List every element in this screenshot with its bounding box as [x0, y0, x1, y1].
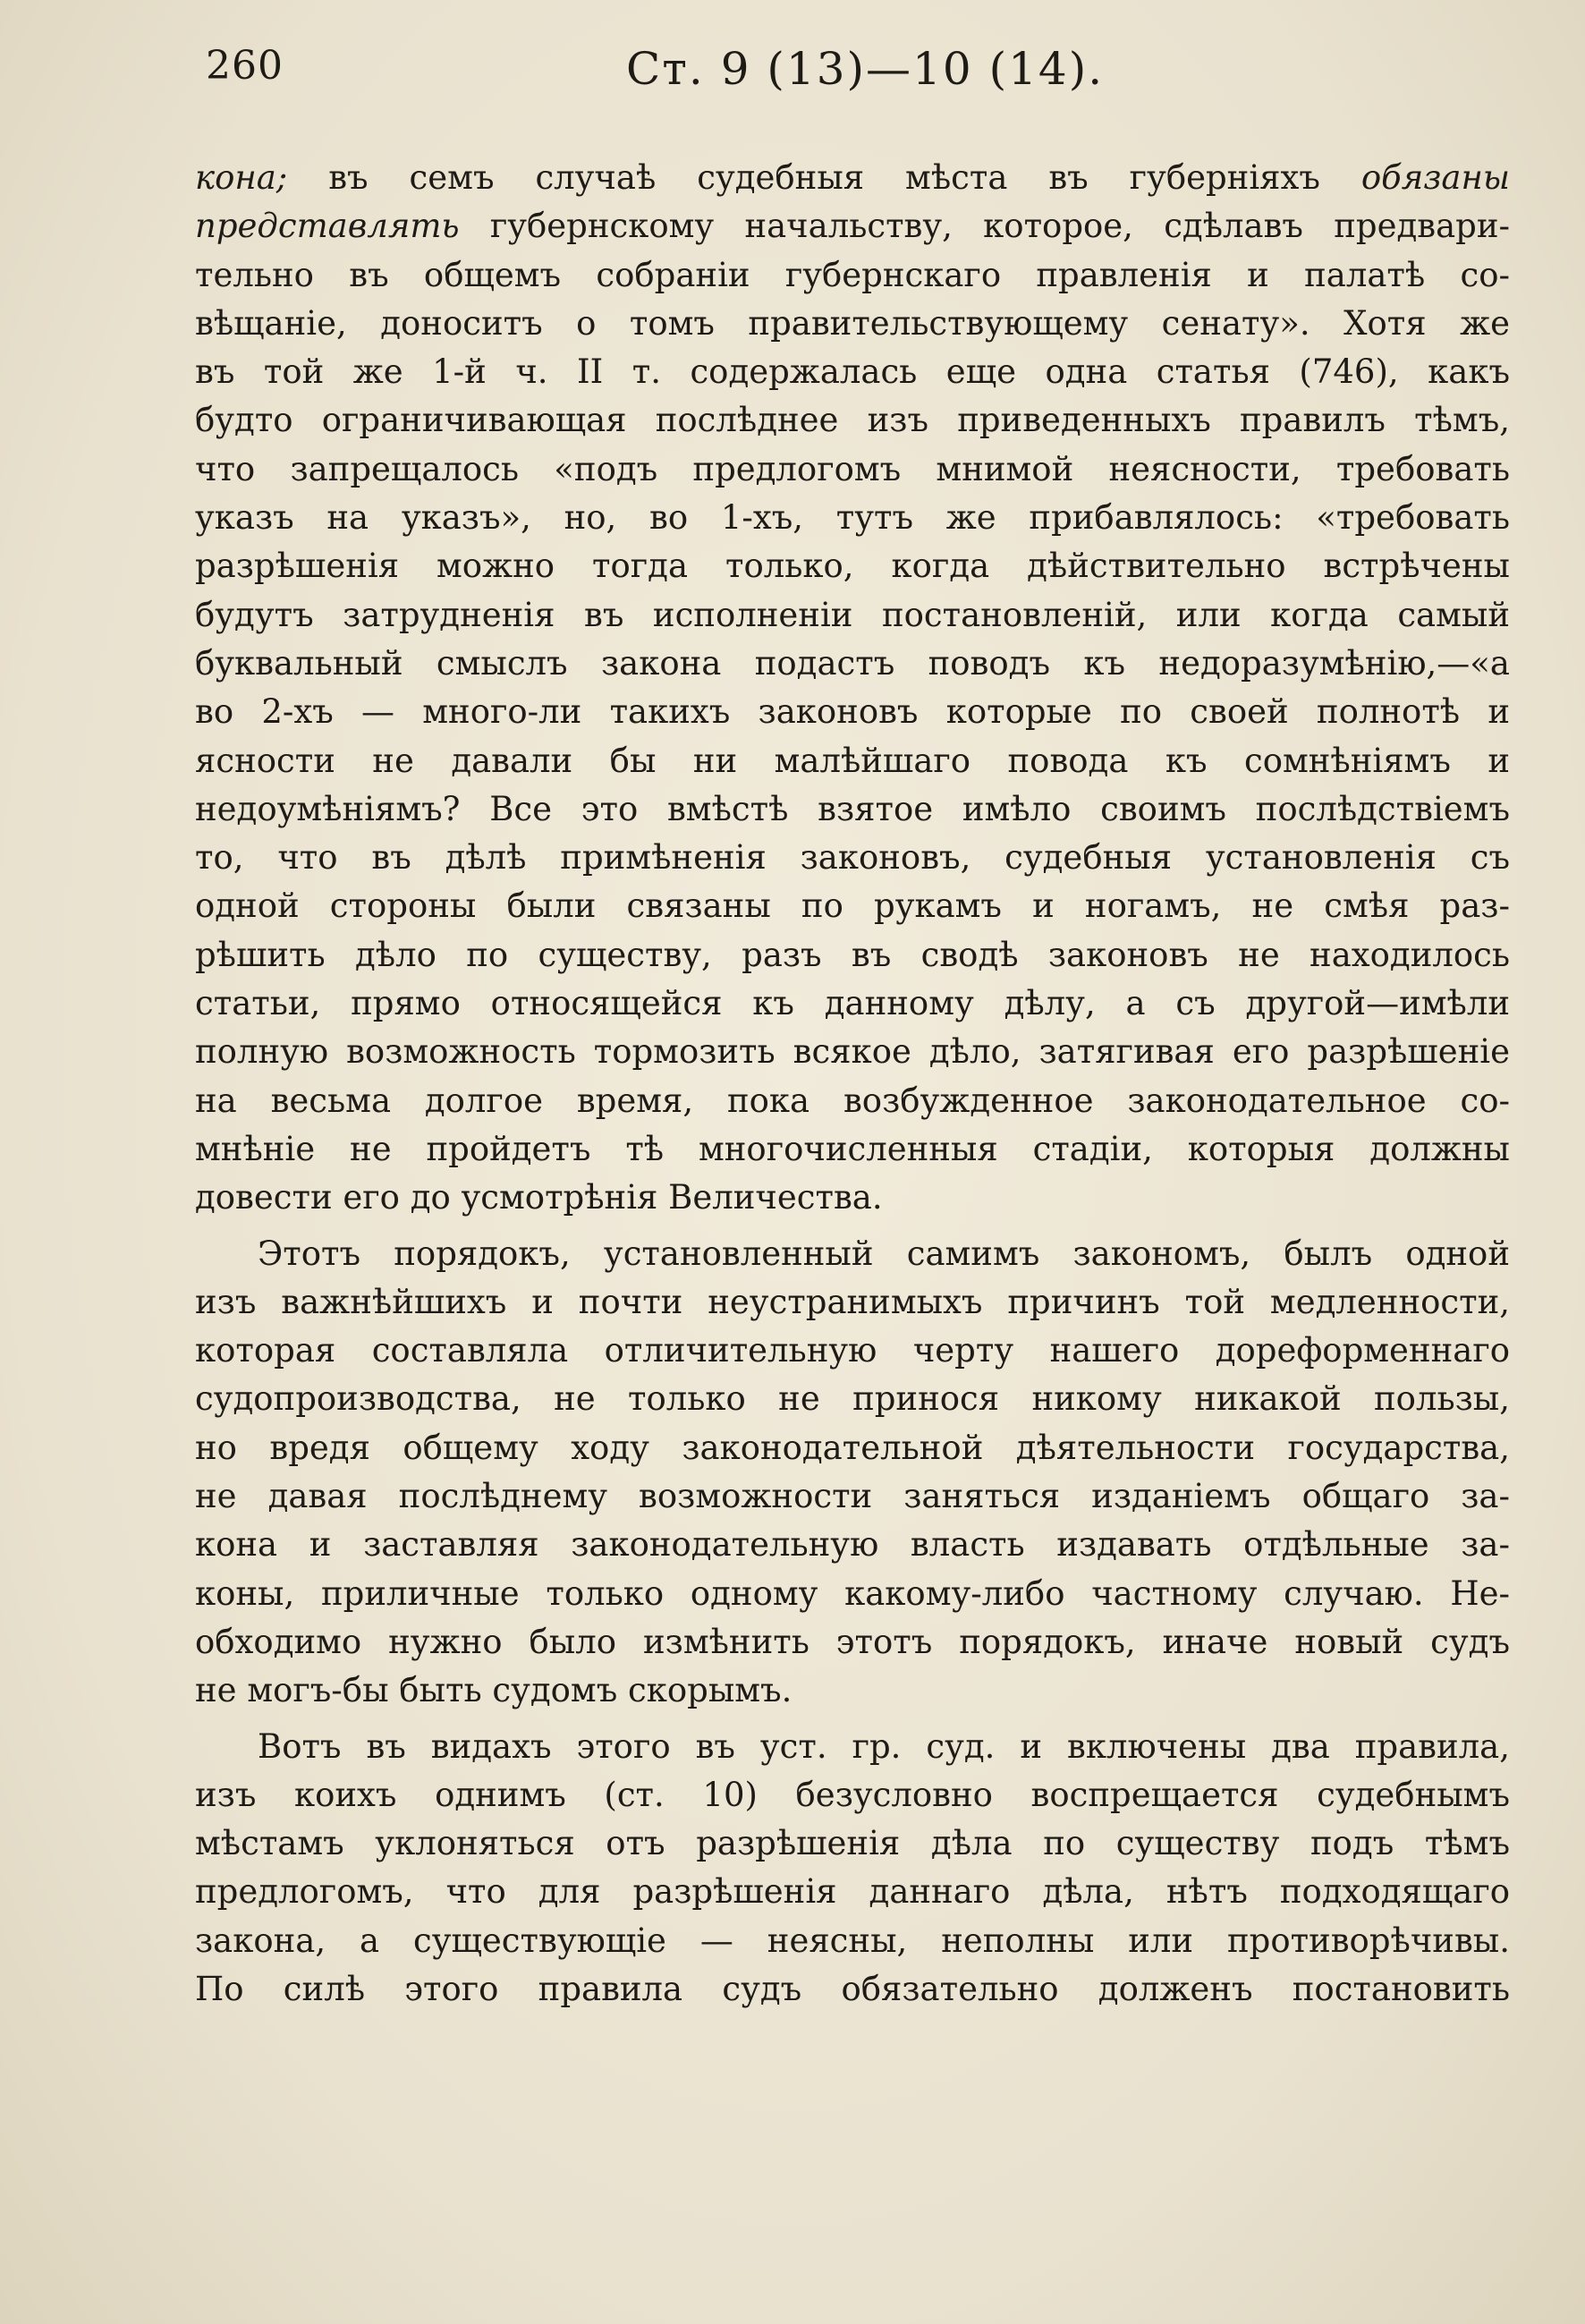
text-line — [195, 1424, 1510, 1472]
text-run: которая составляла отличительную черту нашего дореформеннаго — [195, 1331, 1510, 1370]
text-line — [195, 445, 1510, 494]
text-line — [195, 251, 1510, 300]
text-run: изъ важнѣйшихъ и почти неустранимыхъ причинъ той медленности, — [195, 1282, 1510, 1321]
text-run: губернскому начальству, которое, сдѣлавъ предвари- — [459, 207, 1510, 246]
text-line — [195, 688, 1510, 736]
text-line — [195, 154, 1510, 202]
text-line — [195, 1174, 1510, 1222]
text-line — [195, 1618, 1510, 1667]
text-run: рѣшить дѣло по существу, разъ въ сводѣ законовъ не находилось — [195, 935, 1510, 974]
text-run: не давая послѣднему возможности заняться изданіемъ общаго за- — [195, 1477, 1510, 1516]
text-run: закона, а существующіе — неясны, неполны или противорѣчивы. — [195, 1921, 1510, 1960]
text-line — [195, 1819, 1510, 1868]
italic-run: обязаны — [1360, 158, 1510, 197]
text-run: довести его до усмотрѣнія Величества. — [195, 1178, 883, 1217]
text-line — [195, 785, 1510, 834]
page-number: 260 — [206, 43, 284, 89]
text-run: одной стороны были связаны по рукамъ и ногамъ, не смѣя раз- — [195, 886, 1510, 926]
text-line — [195, 980, 1510, 1028]
text-run: Этотъ порядокъ, установленный самимъ закономъ, былъ одной — [258, 1234, 1510, 1273]
text-run: буквальный смыслъ закона подастъ поводъ къ недоразумѣнію,—«а — [195, 643, 1510, 683]
text-line — [195, 1917, 1510, 1965]
text-run: на весьма долгое время, пока возбужденное законодательное со- — [195, 1081, 1510, 1120]
text-line — [195, 1230, 1510, 1278]
text-line — [195, 1028, 1510, 1076]
text-run: полную возможность тормозить всякое дѣло, затягивая его разрѣшеніе — [195, 1032, 1510, 1072]
text-line — [195, 1472, 1510, 1521]
text-line — [195, 931, 1510, 980]
text-line — [195, 1077, 1510, 1125]
text-line — [195, 737, 1510, 785]
text-run: тельно въ общемъ собраніи губернскаго правленія и палатѣ со- — [195, 255, 1510, 294]
page-header — [206, 43, 1521, 106]
text-line — [195, 1125, 1510, 1174]
text-run: изъ коихъ однимъ (ст. 10) безусловно воспрещается судебнымъ — [195, 1775, 1510, 1814]
text-line — [195, 1278, 1510, 1327]
text-run: судопроизводства, не только не принося никому никакой пользы, — [195, 1379, 1510, 1419]
text-run: коны, приличные только одному какому-либо частному случаю. Не- — [195, 1573, 1510, 1613]
body-text — [195, 154, 1510, 2014]
text-run: кона и заставляя законодательную власть издавать отдѣльные за- — [195, 1525, 1510, 1565]
text-run: во 2-хъ — много-ли такихъ законовъ которые по своей полнотѣ и — [195, 692, 1510, 732]
text-run: По силѣ этого правила судъ обязательно долженъ постановить — [195, 1969, 1510, 2008]
text-line — [195, 834, 1510, 882]
text-line — [195, 1868, 1510, 1916]
text-run: ясности не давали бы ни малѣйшаго повода къ сомнѣніямъ и — [195, 741, 1510, 780]
text-run: разрѣшенія можно тогда только, когда дѣйствительно встрѣчены — [195, 547, 1510, 586]
running-head: Ст. 9 (13)—10 (14). — [626, 43, 1105, 95]
text-run: будутъ затрудненія въ исполненіи постановленій, или когда самый — [195, 595, 1510, 634]
text-line — [195, 1375, 1510, 1423]
text-run: мѣстамъ уклоняться отъ разрѣшенія дѣла по существу подъ тѣмъ — [195, 1824, 1510, 1863]
text-line — [195, 640, 1510, 688]
text-line — [195, 1570, 1510, 1618]
text-line — [195, 1723, 1510, 1771]
text-run: не могъ-бы быть судомъ скорымъ. — [195, 1671, 792, 1710]
text-run: статьи, прямо относящейся къ данному дѣлу, а съ другой—имѣли — [195, 984, 1510, 1023]
text-line — [195, 1521, 1510, 1569]
text-line — [195, 1771, 1510, 1819]
text-line — [195, 396, 1510, 445]
text-run: вѣщаніе, доноситъ о томъ правительствующему сенату». Хотя же — [195, 303, 1510, 343]
italic-run: кона; — [195, 158, 288, 197]
text-line — [195, 300, 1510, 348]
text-line — [195, 1667, 1510, 1715]
text-line — [195, 348, 1510, 396]
text-line — [195, 202, 1510, 250]
text-run: но вредя общему ходу законодательной дѣятельности государства, — [195, 1428, 1510, 1467]
text-run: указъ на указъ», но, во 1-хъ, тутъ же прибавлялось: «требовать — [195, 498, 1510, 538]
text-run: что запрещалось «подъ предлогомъ мнимой неясности, требовать — [195, 449, 1510, 488]
text-line — [195, 542, 1510, 590]
text-run: будто ограничивающая послѣднее изъ приведенныхъ правилъ тѣмъ, — [195, 401, 1510, 440]
text-run: недоумѣніямъ? Все это вмѣстѣ взятое имѣло своимъ послѣдствіемъ — [195, 789, 1510, 828]
text-line — [195, 1965, 1510, 2014]
text-line — [195, 494, 1510, 542]
text-line — [195, 591, 1510, 640]
text-line — [195, 882, 1510, 930]
text-line — [195, 1327, 1510, 1375]
text-run: предлогомъ, что для разрѣшенія даннаго дѣла, нѣтъ подходящаго — [195, 1872, 1510, 1912]
italic-run: представлять — [195, 207, 460, 246]
text-run: обходимо нужно было измѣнить этотъ порядокъ, иначе новый судъ — [195, 1622, 1510, 1661]
text-run: мнѣніе не пройдетъ тѣ многочисленныя стадіи, которыя должны — [195, 1129, 1510, 1168]
text-run: то, что въ дѣлѣ примѣненія законовъ, судебныя установленія съ — [195, 838, 1510, 878]
text-run: въ той же 1-й ч. II т. содержалась еще одна статья (746), какъ — [195, 352, 1510, 392]
text-run: Вотъ въ видахъ этого въ уст. гр. суд. и включены два правила, — [258, 1726, 1510, 1766]
text-run: въ семъ случаѣ судебныя мѣста въ губерніяхъ — [287, 158, 1361, 197]
